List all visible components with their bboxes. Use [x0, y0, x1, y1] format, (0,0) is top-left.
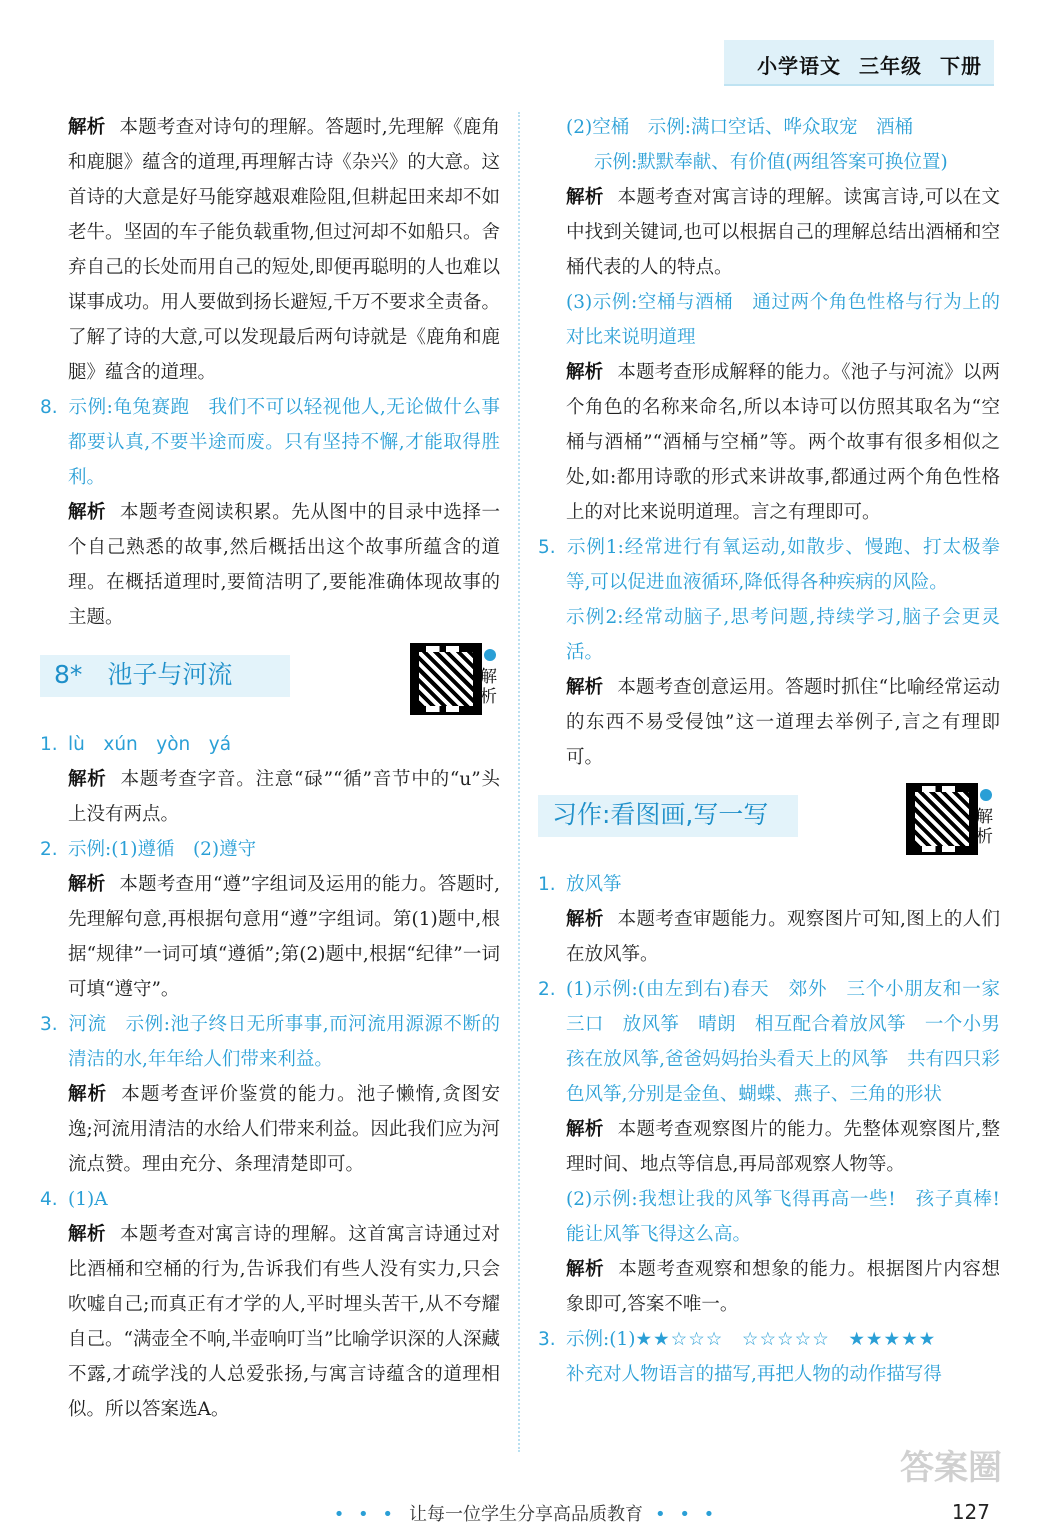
- analysis-text: 本题考查阅读积累。先从图中的目录中选择一个自己熟悉的故事,然后概括出这个故事所蕴含的道理。在概括道理时,要简洁明了,要能准确体现故事的主题。: [68, 502, 500, 628]
- footer-slogan: 让每一位学生分享高品质教育: [409, 1504, 643, 1525]
- section-title: 习作:看图画,写一写: [552, 800, 769, 829]
- writing-3-answer-text: [538, 1357, 1000, 1392]
- analysis-text: 本题考查字音。注意“碌”“循”音节中的“u”头上没有两点。: [68, 769, 500, 825]
- answer-prefix: 示例:(1): [566, 1329, 636, 1350]
- question-8-analysis: [40, 495, 500, 635]
- analysis-label: 解析: [566, 187, 604, 208]
- answer-text: (2)空桶 示例:满口空话、哗众取宠 酒桶: [566, 117, 913, 138]
- question-3-analysis: [40, 1077, 500, 1182]
- question-number: 3.: [538, 1329, 556, 1350]
- question-2-analysis: [40, 867, 500, 1007]
- writing-3-answer: [538, 1322, 1000, 1357]
- star-rating-1: ★★☆☆☆: [635, 1329, 724, 1350]
- section-header-pond-river: [40, 643, 500, 723]
- question-5-answer-2: [538, 600, 1000, 670]
- footer: [0, 1500, 1052, 1526]
- qr-code-icon[interactable]: [906, 783, 978, 855]
- question-1-answer: [40, 727, 500, 762]
- analysis-label: 解析: [566, 909, 604, 930]
- answer-text: 补充对人物语言的描写,再把人物的动作描写得: [566, 1364, 942, 1385]
- answer-text: 放风筝: [566, 874, 622, 895]
- header-volume: 下册: [940, 54, 982, 78]
- analysis-text: 本题考查对寓言诗的理解。读寓言诗,可以在文中找到关键词,也可以根据自己的理解总结出酒桶和空桶代表的人的特点。: [566, 187, 1000, 278]
- section-number: 8*: [54, 660, 83, 689]
- writing-2-analysis-2: [538, 1252, 1000, 1322]
- answer-text: 示例:(1)遵循 (2)遵守: [68, 839, 257, 860]
- qr-label: 解析: [976, 807, 993, 847]
- column-divider: [518, 112, 520, 1452]
- header-title: [747, 50, 982, 79]
- star-rating-3: ★★★★★: [848, 1329, 937, 1350]
- play-icon: [980, 789, 992, 801]
- footer-dots-right: • • •: [655, 1504, 719, 1525]
- watermark: 答案圈: [900, 1448, 1002, 1488]
- analysis-poem: [40, 110, 500, 390]
- analysis-text: 本题考查评价鉴赏的能力。池子懒惰,贪图安逸;河流用清洁的水给人们带来利益。因此我们应为河流点赞。理由充分、条理清楚即可。: [68, 1084, 500, 1175]
- section-title: [54, 657, 232, 692]
- play-icon: [484, 649, 496, 661]
- analysis-text: 本题考查审题能力。观察图片可知,图上的人们在放风筝。: [566, 909, 1000, 965]
- star-rating-2: ☆☆☆☆☆: [741, 1329, 830, 1350]
- question-5-analysis: [538, 670, 1000, 775]
- analysis-label: 解析: [68, 1224, 107, 1245]
- question-8-answer: [40, 390, 500, 495]
- answer-text: 示例1:经常进行有氧运动,如散步、慢跑、打太极拳等,可以促进血液循环,降低得各种疾病的风险。: [566, 537, 1000, 593]
- answer-text: 示例:龟兔赛跑 我们不可以轻视他人,无论做什么事都要认真,不要半途而废。只有坚持不懈,才能取得胜利。: [68, 397, 500, 488]
- analysis-label: 解析: [566, 1259, 605, 1280]
- qr-code-icon[interactable]: [410, 643, 482, 715]
- left-column: [40, 110, 500, 1427]
- analysis-label: 解析: [68, 502, 107, 523]
- question-4-answer-3: [538, 285, 1000, 355]
- analysis-label: 解析: [566, 677, 604, 698]
- analysis-text: 本题考查创意运用。答题时抓住“比喻经常运动的东西不易受侵蚀”这一道理去举例子,言之有理即可。: [566, 677, 1000, 768]
- writing-1-answer: [538, 867, 1000, 902]
- header-subject: 小学语文: [757, 54, 842, 78]
- section-header-writing: [538, 783, 1000, 863]
- question-1-analysis: [40, 762, 500, 832]
- question-4-analysis-3: [538, 355, 1000, 530]
- answer-text: (1)示例:(由左到右)春天 郊外 三个小朋友和一家三口 放风筝 晴朗 相互配合着放风筝 一个小男孩在放风筝,爸爸妈妈抬头看天上的风筝 共有四只彩色风筝,分别是金鱼、蝴蝶、燕子、三角的形状: [566, 979, 1000, 1105]
- writing-2-answer-2: [538, 1182, 1000, 1252]
- page-number: 127: [951, 1500, 990, 1524]
- analysis-text: 本题考查形成解释的能力。《池子与河流》以两个角色的名称来命名,所以本诗可以仿照其取名为“空桶与酒桶”“酒桶与空桶”等。两个故事有很多相似之处,如:都用诗歌的形式来讲故事,都通过两个角色性格上的对比来说明道理。言之有理即可。: [566, 362, 1000, 523]
- question-number: 4.: [40, 1189, 58, 1210]
- answer-text: (2)示例:我想让我的风筝飞得再高一些! 孩子真棒!能让风筝飞得这么高。: [566, 1189, 1000, 1245]
- question-number: 8.: [40, 397, 58, 418]
- question-3-answer: [40, 1007, 500, 1077]
- analysis-label: 解析: [68, 769, 107, 790]
- question-number: 2.: [538, 979, 556, 1000]
- question-4-answer-2: [538, 110, 1000, 145]
- writing-2-analysis: [538, 1112, 1000, 1182]
- question-4-analysis: [40, 1217, 500, 1427]
- answer-text: 河流 示例:池子终日无所事事,而河流用源源不断的清洁的水,年年给人们带来利益。: [68, 1014, 500, 1070]
- footer-dots-left: • • •: [333, 1504, 397, 1525]
- answer-text: (3)示例:空桶与酒桶 通过两个角色性格与行为上的对比来说明道理: [566, 292, 1000, 348]
- answer-text: 示例:默默奉献、有价值(两组答案可换位置): [594, 152, 948, 173]
- question-number: 5.: [538, 537, 556, 558]
- analysis-text: 本题考查观察和想象的能力。根据图片内容想象即可,答案不唯一。: [566, 1259, 1000, 1315]
- analysis-text: 本题考查用“遵”字组词及运用的能力。答题时,先理解句意,再根据句意用“遵”字组词。第(1)题中,根据“规律”一词可填“遵循”;第(2)题中,根据“纪律”一词可填“遵守”。: [68, 874, 500, 1000]
- analysis-label: 解析: [566, 1119, 604, 1140]
- analysis-text: 本题考查观察图片的能力。先整体观察图片,整理时间、地点等信息,再局部观察人物等。: [566, 1119, 1000, 1175]
- question-4-analysis-2: [538, 180, 1000, 285]
- analysis-label: 解析: [566, 362, 604, 383]
- question-number: 1.: [538, 874, 556, 895]
- writing-1-analysis: [538, 902, 1000, 972]
- question-5-answer: [538, 530, 1000, 600]
- question-4-answer-2b: [538, 145, 1000, 180]
- qr-label: 解析: [480, 667, 497, 707]
- analysis-label: 解析: [68, 1084, 108, 1105]
- analysis-text: 本题考查对寓言诗的理解。这首寓言诗通过对比酒桶和空桶的行为,告诉我们有些人没有实力,只会吹嘘自己;而真正有才学的人,平时埋头苦干,从不夸耀自己。“满壶全不响,半壶响叮当”比喻学识深的人深藏不露,才疏学浅的人总爱张扬,与寓言诗蕴含的道理相似。所以答案选A。: [68, 1224, 500, 1420]
- answer-text: (1)A: [68, 1189, 108, 1210]
- question-2-answer: [40, 832, 500, 867]
- writing-2-answer: [538, 972, 1000, 1112]
- right-column: [538, 110, 1000, 1392]
- header-grade: 三年级: [859, 54, 923, 78]
- analysis-text: 本题考查对诗句的理解。答题时,先理解《鹿角和鹿腿》蕴含的道理,再理解古诗《杂兴》的大意。这首诗的大意是好马能穿越艰难险阻,但耕起田来却不如老牛。坚固的车子能负载重物,但过河却不如船只。舍弃自己的长处而用自己的短处,即便再聪明的人也难以谋事成功。用人要做到扬长避短,千万不要求全责备。了解了诗的大意,可以发现最后两句诗就是《鹿角和鹿腿》蕴含的道理。: [68, 117, 500, 383]
- question-4-answer: [40, 1182, 500, 1217]
- answer-text: lù xún yòn yá: [68, 734, 232, 755]
- section-title-text: 池子与河流: [107, 660, 233, 689]
- answer-text: 示例2:经常动脑子,思考问题,持续学习,脑子会更灵活。: [566, 607, 1000, 663]
- question-number: 3.: [40, 1014, 58, 1035]
- analysis-label: 解析: [68, 874, 106, 895]
- question-number: 2.: [40, 839, 58, 860]
- question-number: 1.: [40, 734, 58, 755]
- analysis-label: 解析: [68, 117, 106, 138]
